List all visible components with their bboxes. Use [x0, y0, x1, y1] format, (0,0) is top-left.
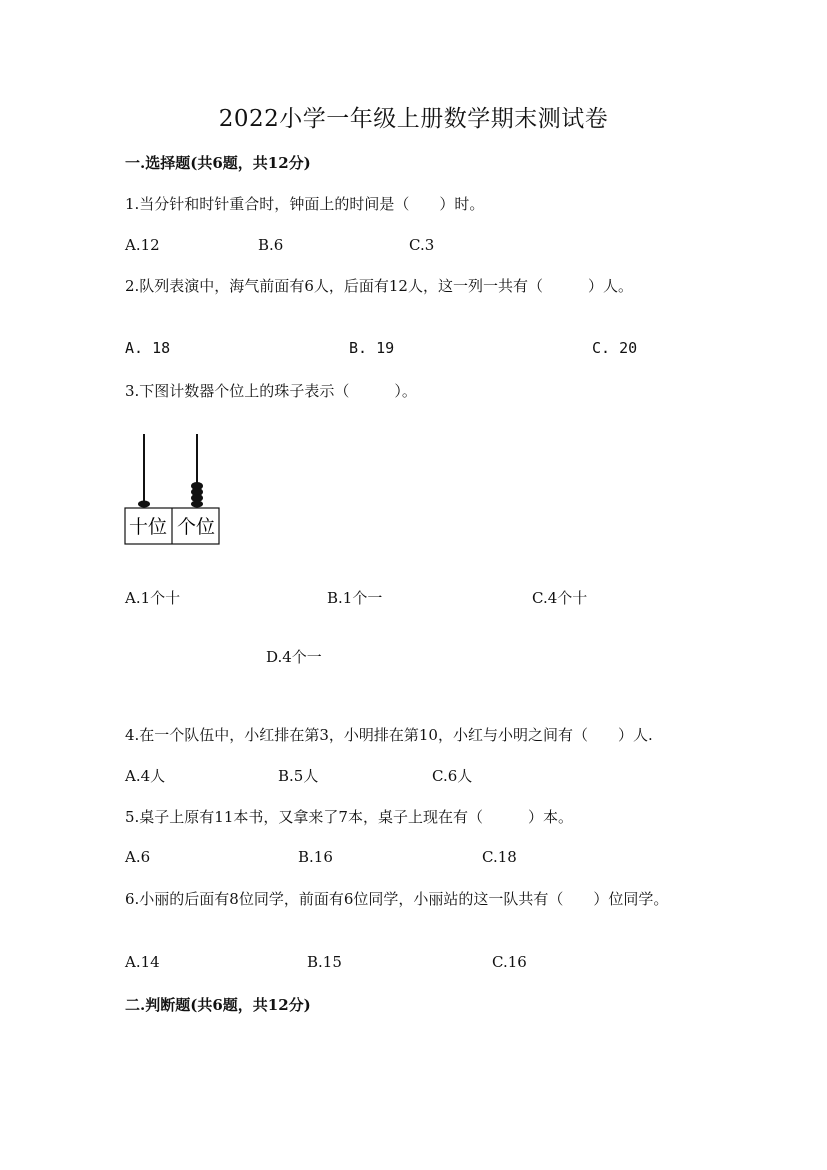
- question-3-option-d: D.4个一: [266, 648, 322, 666]
- question-5-text: 5.桌子上原有11本书，又拿来了7本，桌子上现在有（ ）本。: [125, 808, 573, 826]
- question-3-option-a: A.1个十: [125, 589, 181, 607]
- question-4-option-c: C.6人: [432, 767, 473, 785]
- question-3-text: 3.下图计数器个位上的珠子表示（ ）。: [125, 382, 417, 400]
- question-2-option-c: C. 20: [592, 339, 638, 357]
- abacus-drawing: [124, 434, 220, 546]
- question-4-option-b: B.5人: [278, 767, 319, 785]
- question-2-option-a: A. 18: [125, 339, 171, 357]
- question-5-option-a: A.6: [125, 848, 151, 866]
- abacus-bead-ones-1: [191, 501, 203, 508]
- abacus-figure: [124, 434, 220, 546]
- section-heading-choice: 一.选择题(共6题，共12分): [125, 154, 311, 172]
- page-title: 2022小学一年级上册数学期末测试卷: [218, 106, 609, 132]
- question-5-option-b: B.16: [298, 848, 333, 866]
- abacus-label-ones: 个位: [176, 516, 216, 538]
- question-1-option-c: C.3: [409, 236, 435, 254]
- abacus-bead-tens: [138, 501, 150, 508]
- abacus-label-tens: 十位: [128, 516, 168, 538]
- question-4-text: 4.在一个队伍中，小红排在第3，小明排在第10，小红与小明之间有（ ）人.: [125, 726, 653, 744]
- question-3-option-c: C.4个十: [532, 589, 588, 607]
- question-6-option-c: C.16: [492, 953, 527, 971]
- question-2-text: 2.队列表演中，海气前面有6人，后面有12人，这一列一共有（ ）人。: [125, 277, 633, 295]
- question-6-option-a: A.14: [125, 953, 160, 971]
- question-1-text: 1.当分针和时针重合时，钟面上的时间是（ ）时。: [125, 195, 485, 213]
- question-3-option-b: B.1个一: [327, 589, 383, 607]
- question-6-text: 6.小丽的后面有8位同学，前面有6位同学，小丽站的这一队共有（ ）位同学。: [125, 890, 669, 908]
- section-heading-judgement: 二.判断题(共6题，共12分): [125, 996, 311, 1014]
- question-5-option-c: C.18: [482, 848, 517, 866]
- question-2-option-b: B. 19: [349, 339, 395, 357]
- question-1-option-a: A.12: [125, 236, 160, 254]
- question-1-option-b: B.6: [258, 236, 284, 254]
- question-6-option-b: B.15: [307, 953, 342, 971]
- question-4-option-a: A.4人: [125, 767, 166, 785]
